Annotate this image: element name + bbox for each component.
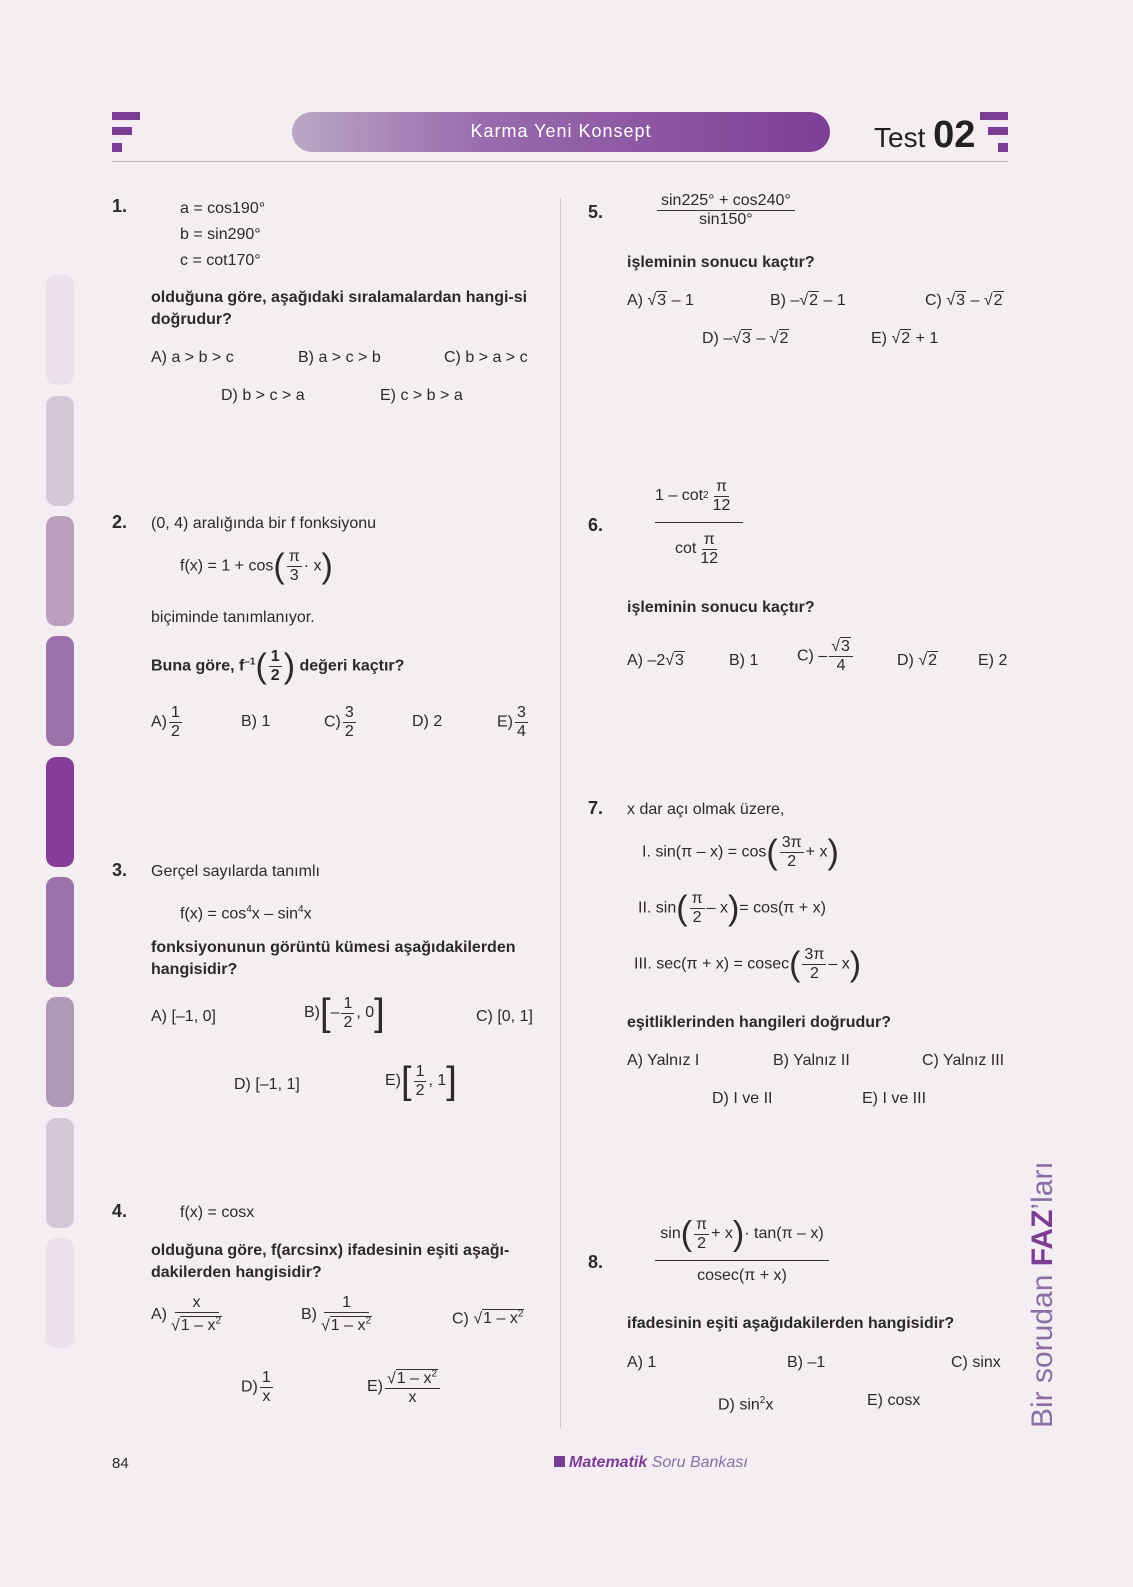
q7-option-b[interactable]: B) Yalnız II [773,1052,850,1069]
q5-option-a[interactable]: A) √3 – 1 [627,292,694,309]
q7-option-d[interactable]: D) I ve II [712,1090,773,1107]
q1-option-e[interactable]: E) c > b > a [380,387,463,404]
q8-stem: ifadesinin eşiti aşağıdakilerden hangisidir? [627,1315,955,1332]
side-slogan: Bir sorudan FAZ’ları [1026,1161,1059,1428]
q6-option-e[interactable]: E) 2 [978,652,1008,669]
side-tab [46,1238,74,1348]
q6-number: 6. [588,515,604,535]
q1-number: 1. [112,196,128,216]
side-slogan-brand: FAZ [1026,1209,1059,1267]
q8-option-c[interactable]: C) sinx [951,1354,1001,1371]
q2-after: biçiminde tanımlanıyor. [151,609,315,626]
q8-option-b[interactable]: B) –1 [787,1354,826,1371]
q2-option-a[interactable]: A) $\frac{1}{2}$ [151,704,180,740]
q3-option-c[interactable]: C) [0, 1] [476,1008,533,1025]
header-logo-right [980,112,1010,154]
q5-option-c[interactable]: C) √3 – √2 [925,292,1003,309]
header-logo-left [112,112,142,154]
q5-expression: $\frac{\sin 225^\circ + \cos 240^\circ}{\sin 150^\circ}$ [655,192,797,229]
q2-option-e[interactable]: E) $\frac{3}{4}$ [497,704,526,740]
q2-intro: (0, 4) aralığında bir f fonksiyonu [151,515,377,532]
q7-option-e[interactable]: E) I ve III [862,1090,927,1107]
q1-stem: olduğuna göre, aşağıdaki sıralamalardan hangi-si doğrudur? [151,289,528,328]
column-divider [560,198,561,1428]
q4-option-b[interactable]: B) $\frac{1}{√1 - x^2}$ [301,1294,372,1335]
q8-option-a[interactable]: A) 1 [627,1354,657,1371]
q6-option-c[interactable]: C) – $\frac{√3}{4}$ [797,638,855,675]
q2-option-b[interactable]: B) 1 [241,713,271,730]
q4-option-d[interactable]: D) $\frac{1}{x}$ [241,1369,271,1405]
side-tab [46,516,74,626]
q8-expression: sin ( $\frac{\pi}{2}$ + x ) · tan(π – x) cosec(π + x) [655,1212,829,1287]
q6-stem: işleminin sonucu kaçtır? [627,599,815,616]
q3-stem: fonksiyonunun görüntü kümesi aşağıdakilerden hangisidir? [151,939,516,978]
q7-statement-2: II. sin( $\frac{\pi}{2}$ – x)= cos(π + x) [638,889,826,928]
q5-option-b[interactable]: B) –√2 – 1 [770,292,846,309]
q1-line-c: c = cot170° [180,252,261,269]
side-tab [46,1118,74,1228]
test-number: 02 [933,114,976,156]
side-tab [46,636,74,746]
q8-option-e[interactable]: E) cosx [867,1392,921,1409]
q5-stem: işleminin sonucu kaçtır? [627,254,815,271]
test-label: Test [874,122,926,153]
side-tab [46,396,74,506]
side-tab [46,275,74,385]
q7-option-c[interactable]: C) Yalnız III [922,1052,1005,1069]
q3-intro: Gerçel sayılarda tanımlı [151,863,320,880]
q1-line-b: b = sin290° [180,226,261,243]
q6-option-a[interactable]: A) –2√3 [627,652,684,669]
page-number: 84 [112,1455,129,1472]
test-title [874,114,975,157]
q2-option-c[interactable]: C) $\frac{3}{2}$ [324,704,354,740]
q2-ask: Buna göre, $f^{-1}$( $\frac{1}{2}$ ) değeri kaçtır? [151,647,405,686]
banner-title: Karma Yeni Konsept [470,121,652,141]
q4-stem: olduğuna göre, f(arcsinx) ifadesinin eşiti aşağı-dakilerden hangisidir? [151,1242,510,1281]
q2-function: f(x) = 1 + cos( $\frac{\pi}{3}$ · x) [180,547,333,586]
footer-book: Matematik Soru Bankası [554,1454,748,1472]
q8-number: 8. [588,1252,604,1272]
side-tab [46,757,74,867]
header-rule [112,161,1008,162]
side-tab [46,997,74,1107]
q7-intro: x dar açı olmak üzere, [627,801,785,818]
q7-statement-3: III. sec(π + x) = cosec( $\frac{3\pi}{2}$ – x) [634,945,862,984]
q1-option-c[interactable]: C) b > a > c [444,349,528,366]
q3-number: 3. [112,860,128,880]
q4-option-e[interactable]: E) $\frac{√1 - x^2}{x}$ [367,1366,442,1407]
q3-option-b[interactable]: B)[– $\frac{1}{2}$ , 0] [304,992,385,1034]
q1-given [180,196,265,274]
q7-stem: eşitliklerinden hangileri doğrudur? [627,1014,892,1031]
q5-number: 5. [588,202,604,222]
q4-option-a[interactable]: A) $\frac{x}{√1 - x^2}$ [151,1294,222,1335]
q7-option-a[interactable]: A) Yalnız I [627,1052,700,1069]
q3-function: $f(x) = \cos^4x - \sin^4x$ [180,904,312,923]
header-banner [292,112,830,152]
q1-line-a: a = cos190° [180,200,266,217]
side-tab [46,877,74,987]
q1-option-a[interactable]: A) a > b > c [151,349,234,366]
q7-statement-1: I. sin(π – x) = cos( $\frac{3\pi}{2}$ + x) [642,833,839,872]
q6-option-d[interactable]: D) √2 [897,652,938,669]
q1-option-d[interactable]: D) b > c > a [221,387,305,404]
q5-option-e[interactable]: E) √2 + 1 [871,330,939,347]
q1-option-b[interactable]: B) a > c > b [298,349,381,366]
q3-option-d[interactable]: D) [–1, 1] [234,1076,300,1093]
q6-expression: 1 – cot 2 $\frac{\pi}{12}$ cot $\frac{\pi}{12}$ [655,474,743,571]
q4-function: f(x) = cosx [180,1204,255,1221]
q2-number: 2. [112,512,128,532]
q6-option-b[interactable]: B) 1 [729,652,759,669]
footer-square-icon [554,1456,565,1467]
q8-option-d[interactable]: D) $\sin^2x$ [718,1395,774,1414]
q4-number: 4. [112,1201,128,1221]
q3-option-a[interactable]: A) [–1, 0] [151,1008,216,1025]
q2-option-d[interactable]: D) 2 [412,713,443,730]
q7-number: 7. [588,798,604,818]
q5-option-d[interactable]: D) –√3 – √2 [702,330,789,347]
q3-option-e[interactable]: E)[ $\frac{1}{2}$ , 1] [385,1060,457,1102]
q4-option-c[interactable]: C) $√1 - x^2$ [452,1309,524,1328]
